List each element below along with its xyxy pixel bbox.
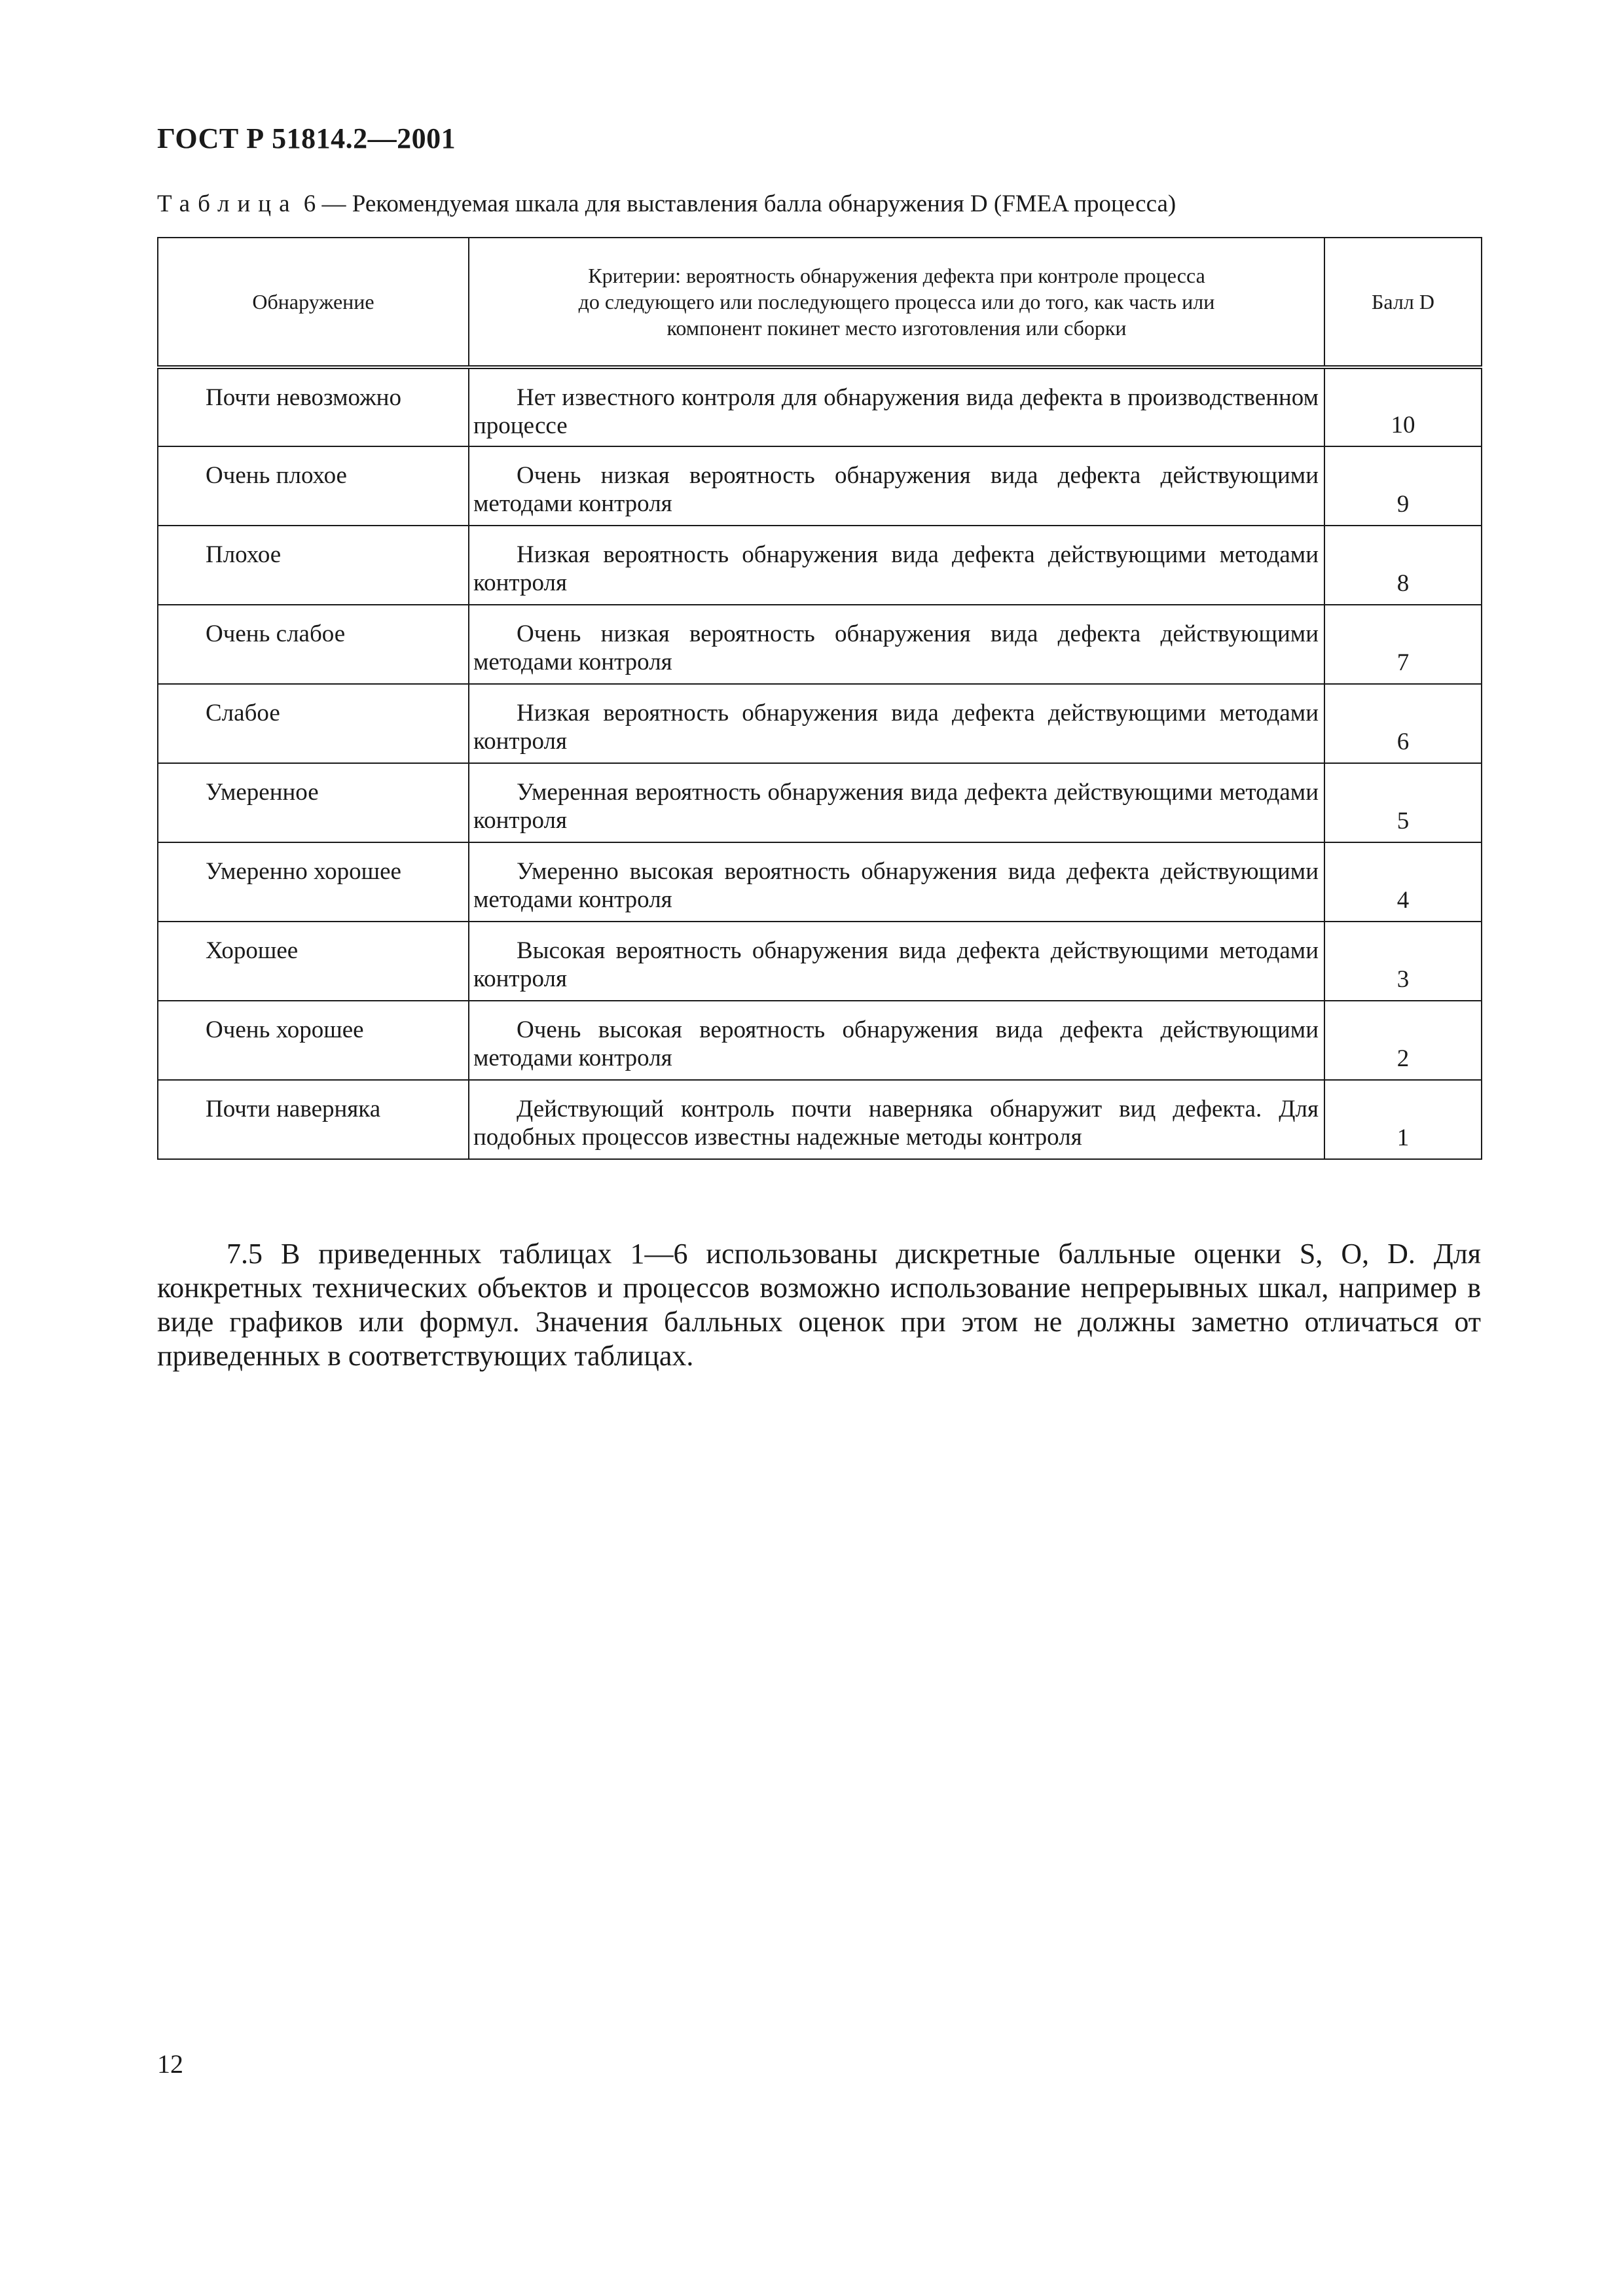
table-row: [158, 842, 1482, 922]
detection-scale-table: [157, 237, 1482, 1160]
criteria-cell: [469, 842, 1324, 922]
score-cell: 2: [1324, 1001, 1482, 1080]
document-code: ГОСТ Р 51814.2—2001: [157, 122, 456, 154]
header-criteria-line-2: до следующего или последующего процесса или до того, как часть или: [578, 290, 1215, 314]
table-row: [158, 367, 1482, 446]
table-row: [158, 526, 1482, 605]
table-caption-text: 6 — Рекомендуемая шкала для выставления балла обнаружения D (FMEA процесса): [303, 190, 1176, 217]
criteria-text: Низкая вероятность обнаружения вида дефекта действующими методами контроля: [473, 541, 1319, 596]
header-criteria: [469, 238, 1324, 367]
criteria-text: Очень низкая вероятность обнаружения вида дефекта действующими методами контроля: [473, 462, 1319, 517]
table-row: [158, 684, 1482, 763]
detection-cell: Умеренное: [158, 763, 469, 842]
criteria-cell: [469, 684, 1324, 763]
table-row: [158, 1080, 1482, 1159]
score-cell: 5: [1324, 763, 1482, 842]
criteria-cell: [469, 367, 1324, 446]
criteria-text: Низкая вероятность обнаружения вида дефекта действующими методами контроля: [473, 700, 1319, 755]
detection-cell: Почти наверняка: [158, 1080, 469, 1159]
criteria-text: Очень высокая вероятность обнаружения вида дефекта действующими методами контроля: [473, 1016, 1319, 1071]
table-row: [158, 1001, 1482, 1080]
criteria-cell: [469, 526, 1324, 605]
criteria-cell: [469, 763, 1324, 842]
criteria-cell: [469, 605, 1324, 684]
detection-cell: Слабое: [158, 684, 469, 763]
criteria-cell: [469, 446, 1324, 526]
criteria-text: Действующий контроль почти наверняка обнаружит вид дефекта. Для подобных процессов известны надежные методы контроля: [473, 1096, 1319, 1151]
criteria-text: Умеренная вероятность обнаружения вида дефекта действующими методами контроля: [473, 779, 1319, 834]
table-row: [158, 922, 1482, 1001]
detection-cell: Плохое: [158, 526, 469, 605]
criteria-cell: [469, 1001, 1324, 1080]
score-cell: 3: [1324, 922, 1482, 1001]
score-cell: 4: [1324, 842, 1482, 922]
score-cell: 8: [1324, 526, 1482, 605]
header-detection: Обнаружение: [158, 238, 469, 367]
table-row: [158, 446, 1482, 526]
score-cell: 10: [1324, 367, 1482, 446]
score-cell: 9: [1324, 446, 1482, 526]
body-paragraph: 7.5 В приведенных таблицах 1—6 использованы дискретные балльные оценки S, O, D. Для конкретных технических объектов и процессов возможно использование непрерывных шкал, например в виде графиков или формул. Значения балльных оценок при этом не должны заметно отличаться от приведенных в соответствующих таблицах.: [157, 1238, 1481, 1372]
detection-cell: Очень хорошее: [158, 1001, 469, 1080]
criteria-cell: [469, 1080, 1324, 1159]
table-caption: [157, 190, 1176, 218]
score-cell: 7: [1324, 605, 1482, 684]
page-number: 12: [157, 2049, 183, 2079]
table-row: [158, 763, 1482, 842]
criteria-cell: [469, 922, 1324, 1001]
detection-cell: Хорошее: [158, 922, 469, 1001]
table-header-row: [158, 238, 1482, 367]
score-cell: 6: [1324, 684, 1482, 763]
table-caption-label: Таблица: [157, 190, 298, 217]
detection-cell: Очень плохое: [158, 446, 469, 526]
criteria-text: Очень низкая вероятность обнаружения вида дефекта действующими методами контроля: [473, 620, 1319, 675]
criteria-text: Нет известного контроля для обнаружения вида дефекта в производственном процессе: [473, 384, 1319, 439]
score-cell: 1: [1324, 1080, 1482, 1159]
detection-cell: Очень слабое: [158, 605, 469, 684]
criteria-text: Высокая вероятность обнаружения вида дефекта действующими методами контроля: [473, 937, 1319, 992]
detection-cell: Умеренно хорошее: [158, 842, 469, 922]
header-criteria-line-1: Критерии: вероятность обнаружения дефекта при контроле процесса: [588, 264, 1205, 287]
criteria-text: Умеренно высокая вероятность обнаружения вида дефекта действующими методами контроля: [473, 858, 1319, 913]
table-row: [158, 605, 1482, 684]
detection-cell: Почти невозможно: [158, 367, 469, 446]
header-score: Балл D: [1324, 238, 1482, 367]
header-criteria-line-3: компонент покинет место изготовления или сборки: [666, 316, 1127, 340]
